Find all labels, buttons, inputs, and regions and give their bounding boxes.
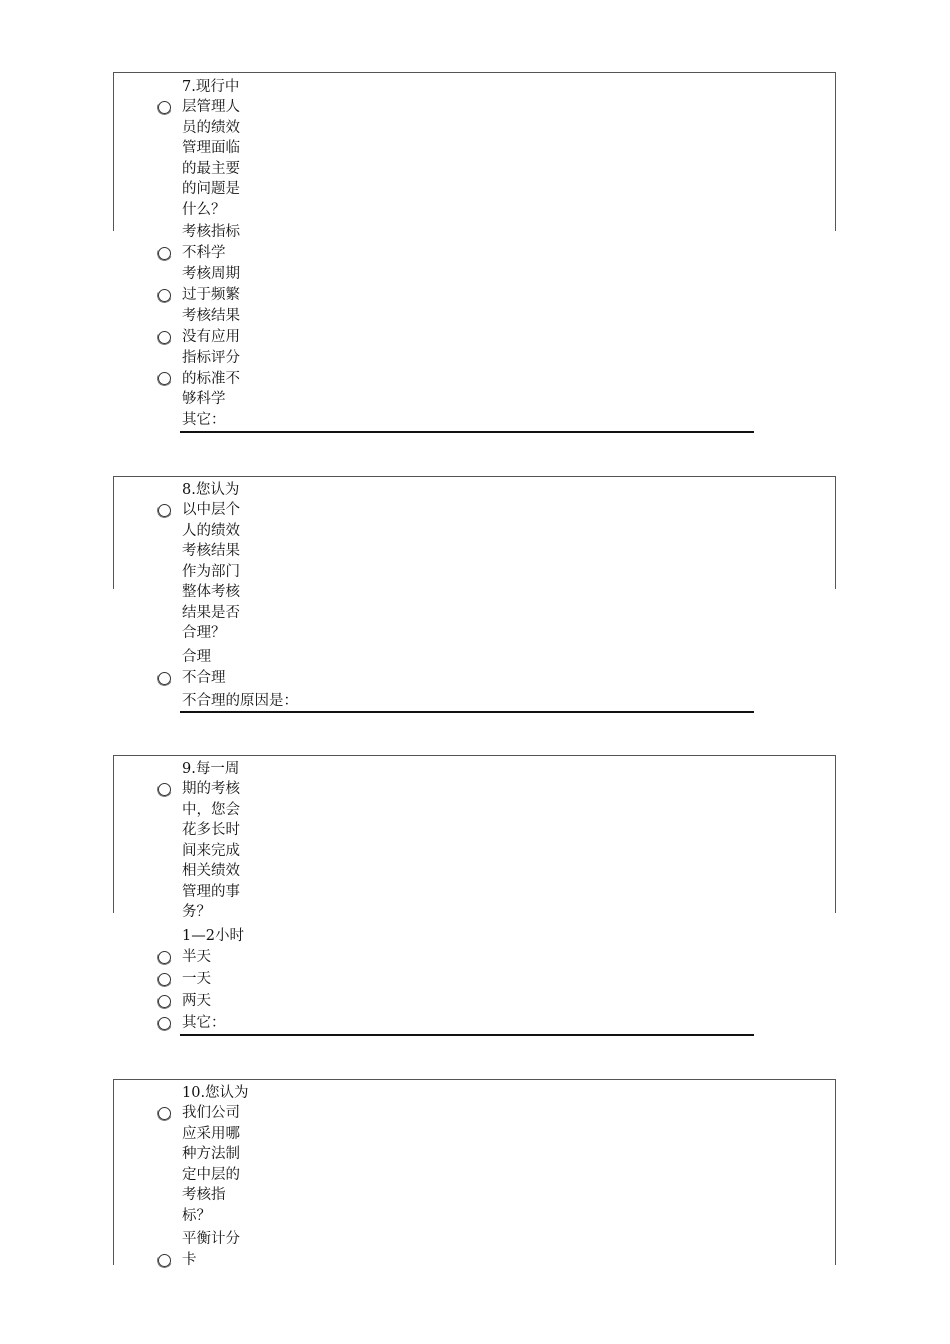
q10-question-line: 定中层的 (182, 1167, 240, 1183)
q10-question-line: 考核指 (182, 1187, 226, 1203)
q8-other-input[interactable] (180, 711, 754, 713)
q7-option-4-label: 指标评分 (182, 350, 240, 366)
q7-option-4-label: 够科学 (182, 391, 226, 407)
q7-other-input[interactable] (180, 431, 754, 433)
q10-question-line: 标？ (182, 1208, 211, 1224)
q9-question-line: 管理的事 (182, 884, 240, 900)
q7-question-line: 员的绩效 (182, 120, 240, 136)
q7-option-3-label: 考核结果 (182, 308, 240, 324)
q7-radio-1[interactable] (158, 101, 171, 114)
q7-option-4-label: 的标准不 (182, 371, 240, 387)
q9-option-1-label: 1—2小时 (182, 928, 244, 944)
q10-question-line: 种方法制 (182, 1146, 240, 1162)
q9-radio-5[interactable] (158, 1017, 171, 1030)
q9-other-input[interactable] (180, 1034, 754, 1036)
q8-radio-1[interactable] (158, 504, 171, 517)
q8-question-line: 整体考核 (182, 584, 240, 600)
q9-option-2-label: 半天 (182, 949, 211, 965)
q9-question-line: 间来完成 (182, 843, 240, 859)
q9-question-line: 务？ (182, 904, 211, 920)
q7-radio-5[interactable] (158, 372, 171, 385)
q9-question-line: 9.每一周 (182, 761, 240, 777)
q8-question-line: 结果是否 (182, 605, 240, 621)
q10-radio-1[interactable] (158, 1107, 171, 1120)
q9-question-line: 花多长时 (182, 822, 240, 838)
q8-question-line: 人的绩效 (182, 523, 240, 539)
q10-question-line: 我们公司 (182, 1105, 240, 1121)
q7-question-line: 的最主要 (182, 161, 240, 177)
q10-question-line: 应采用哪 (182, 1126, 240, 1142)
q7-option-2-label: 过于频繁 (182, 287, 240, 303)
q10-option-1-label: 卡 (182, 1252, 197, 1268)
q9-other-label: 其它： (182, 1015, 226, 1031)
q7-other-label: 其它： (182, 412, 226, 428)
q9-radio-2[interactable] (158, 951, 171, 964)
q7-question-line: 管理面临 (182, 140, 240, 156)
q8-question-line: 作为部门 (182, 564, 240, 580)
q8-question-line: 8.您认为 (182, 482, 240, 498)
q7-radio-3[interactable] (158, 289, 171, 302)
q8-option-1-label: 合理 (182, 649, 211, 665)
q9-radio-3[interactable] (158, 973, 171, 986)
q8-radio-2[interactable] (158, 672, 171, 685)
q7-option-3-label: 没有应用 (182, 329, 240, 345)
q9-option-4-label: 两天 (182, 993, 211, 1009)
q8-question-line: 考核结果 (182, 543, 240, 559)
q8-other-label: 不合理的原因是： (182, 693, 298, 709)
q10-question-line: 10.您认为 (182, 1085, 249, 1101)
q8-question-line: 以中层个 (182, 502, 240, 518)
q7-question-line: 层管理人 (182, 99, 240, 115)
q7-option-2-label: 考核周期 (182, 266, 240, 282)
q7-question-line: 7.现行中 (182, 79, 240, 95)
q10-radio-2[interactable] (158, 1254, 171, 1267)
q7-option-1-label: 不科学 (182, 245, 226, 261)
q10-option-1-label: 平衡计分 (182, 1231, 240, 1247)
q9-question-line: 中，您会 (182, 802, 240, 818)
q8-option-2-label: 不合理 (182, 670, 226, 686)
q7-question-line: 的问题是 (182, 181, 240, 197)
q7-radio-2[interactable] (158, 247, 171, 260)
q9-radio-1[interactable] (158, 783, 171, 796)
q9-option-3-label: 一天 (182, 971, 211, 987)
q7-option-1-label: 考核指标 (182, 224, 240, 240)
q9-question-line: 期的考核 (182, 781, 240, 797)
q7-question-line: 什么？ (182, 202, 226, 218)
q8-question-line: 合理？ (182, 625, 226, 641)
q9-radio-4[interactable] (158, 995, 171, 1008)
q9-question-line: 相关绩效 (182, 863, 240, 879)
q7-radio-4[interactable] (158, 331, 171, 344)
